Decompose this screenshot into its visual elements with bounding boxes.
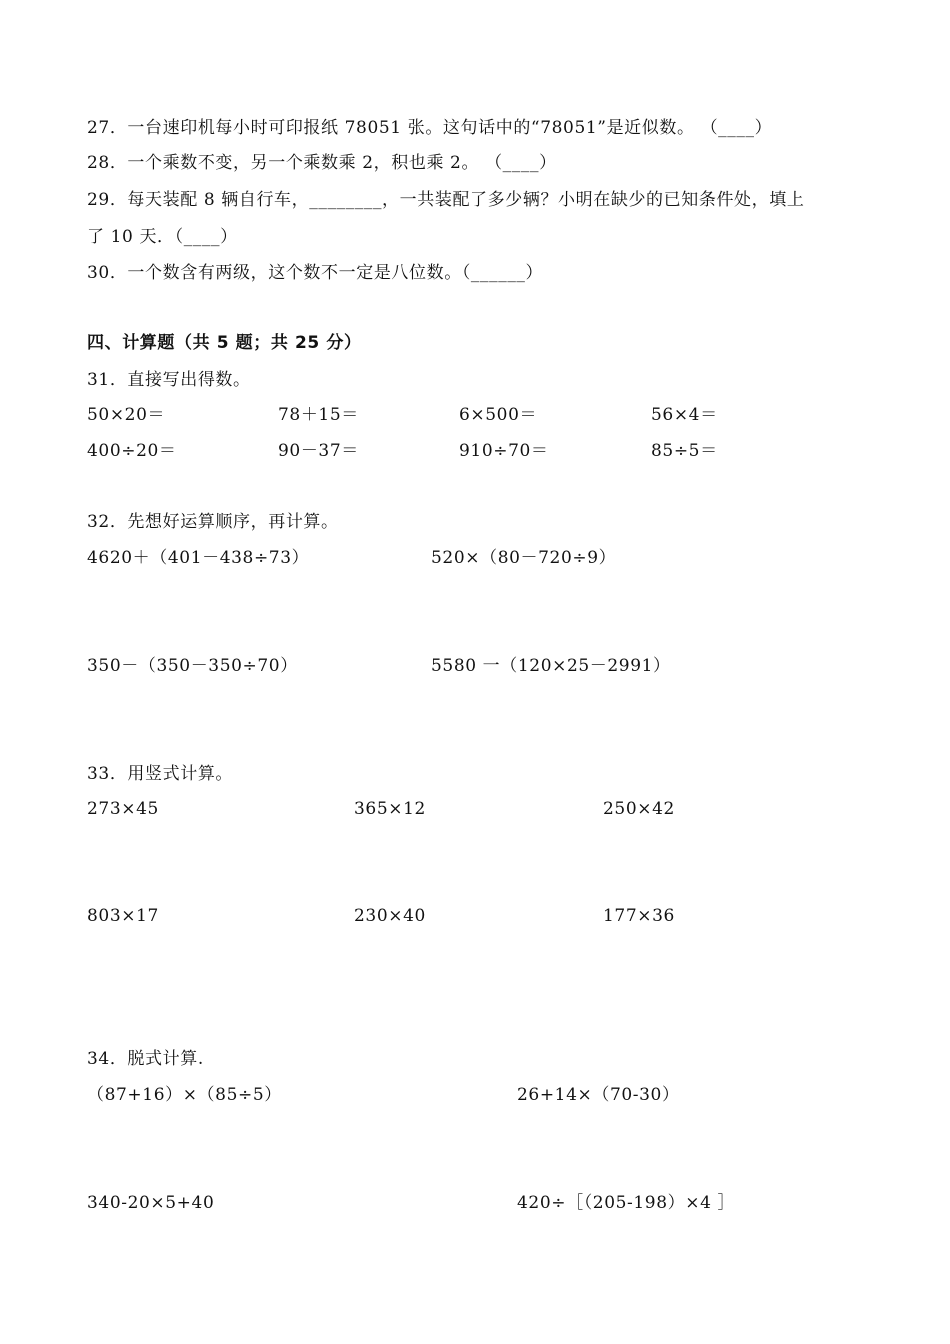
question-28: 28．一个乘数不变，另一个乘数乘 2，积也乘 2。 （____） xyxy=(87,153,557,173)
question-32-title: 32．先想好运算顺序，再计算。 xyxy=(87,512,339,532)
q33-expression: 230×40 xyxy=(354,906,426,926)
question-33-title: 33．用竖式计算。 xyxy=(87,764,234,784)
q31-item: 6×500＝ xyxy=(459,405,538,425)
q31-item: 78＋15＝ xyxy=(278,405,359,425)
question-27: 27．一台速印机每小时可印报纸 78051 张。这句话中的“78051”是近似数。 （____） xyxy=(87,118,773,138)
q31-item: 50×20＝ xyxy=(87,405,166,425)
q31-item: 56×4＝ xyxy=(651,405,718,425)
question-31-title: 31．直接写出得数。 xyxy=(87,370,251,390)
question-29-line-2: 了 10 天．（____） xyxy=(87,227,238,247)
q33-expression: 177×36 xyxy=(603,906,675,926)
q32-expression: 350－（350－350÷70） xyxy=(87,656,298,676)
q31-item: 85÷5＝ xyxy=(651,441,718,461)
q34-expression: 340-20×5+40 xyxy=(87,1193,215,1213)
q33-expression: 365×12 xyxy=(354,799,426,819)
q31-item: 90－37＝ xyxy=(278,441,359,461)
q34-expression: 26+14×（70-30） xyxy=(517,1085,680,1105)
q34-expression: （87+16）×（85÷5） xyxy=(87,1085,282,1105)
q33-expression: 803×17 xyxy=(87,906,159,926)
question-34-title: 34．脱式计算. xyxy=(87,1049,204,1069)
question-30: 30．一个数含有两级，这个数不一定是八位数。（______） xyxy=(87,263,544,283)
section-heading: 四、计算题（共 5 题；共 25 分） xyxy=(87,333,362,353)
q34-expression: 420÷［（205-198）×4 ］ xyxy=(517,1193,736,1213)
question-29-line-1: 29．每天装配 8 辆自行车，________，一共装配了多少辆？小明在缺少的已知条件处，填上 xyxy=(87,190,805,210)
q31-item: 910÷70＝ xyxy=(459,441,549,461)
q31-item: 400÷20＝ xyxy=(87,441,177,461)
q32-expression: 520×（80－720÷9） xyxy=(431,548,617,568)
q32-expression: 5580 一（120×25－2991） xyxy=(431,656,671,676)
q33-expression: 250×42 xyxy=(603,799,675,819)
q32-expression: 4620＋（401－438÷73） xyxy=(87,548,310,568)
q33-expression: 273×45 xyxy=(87,799,159,819)
